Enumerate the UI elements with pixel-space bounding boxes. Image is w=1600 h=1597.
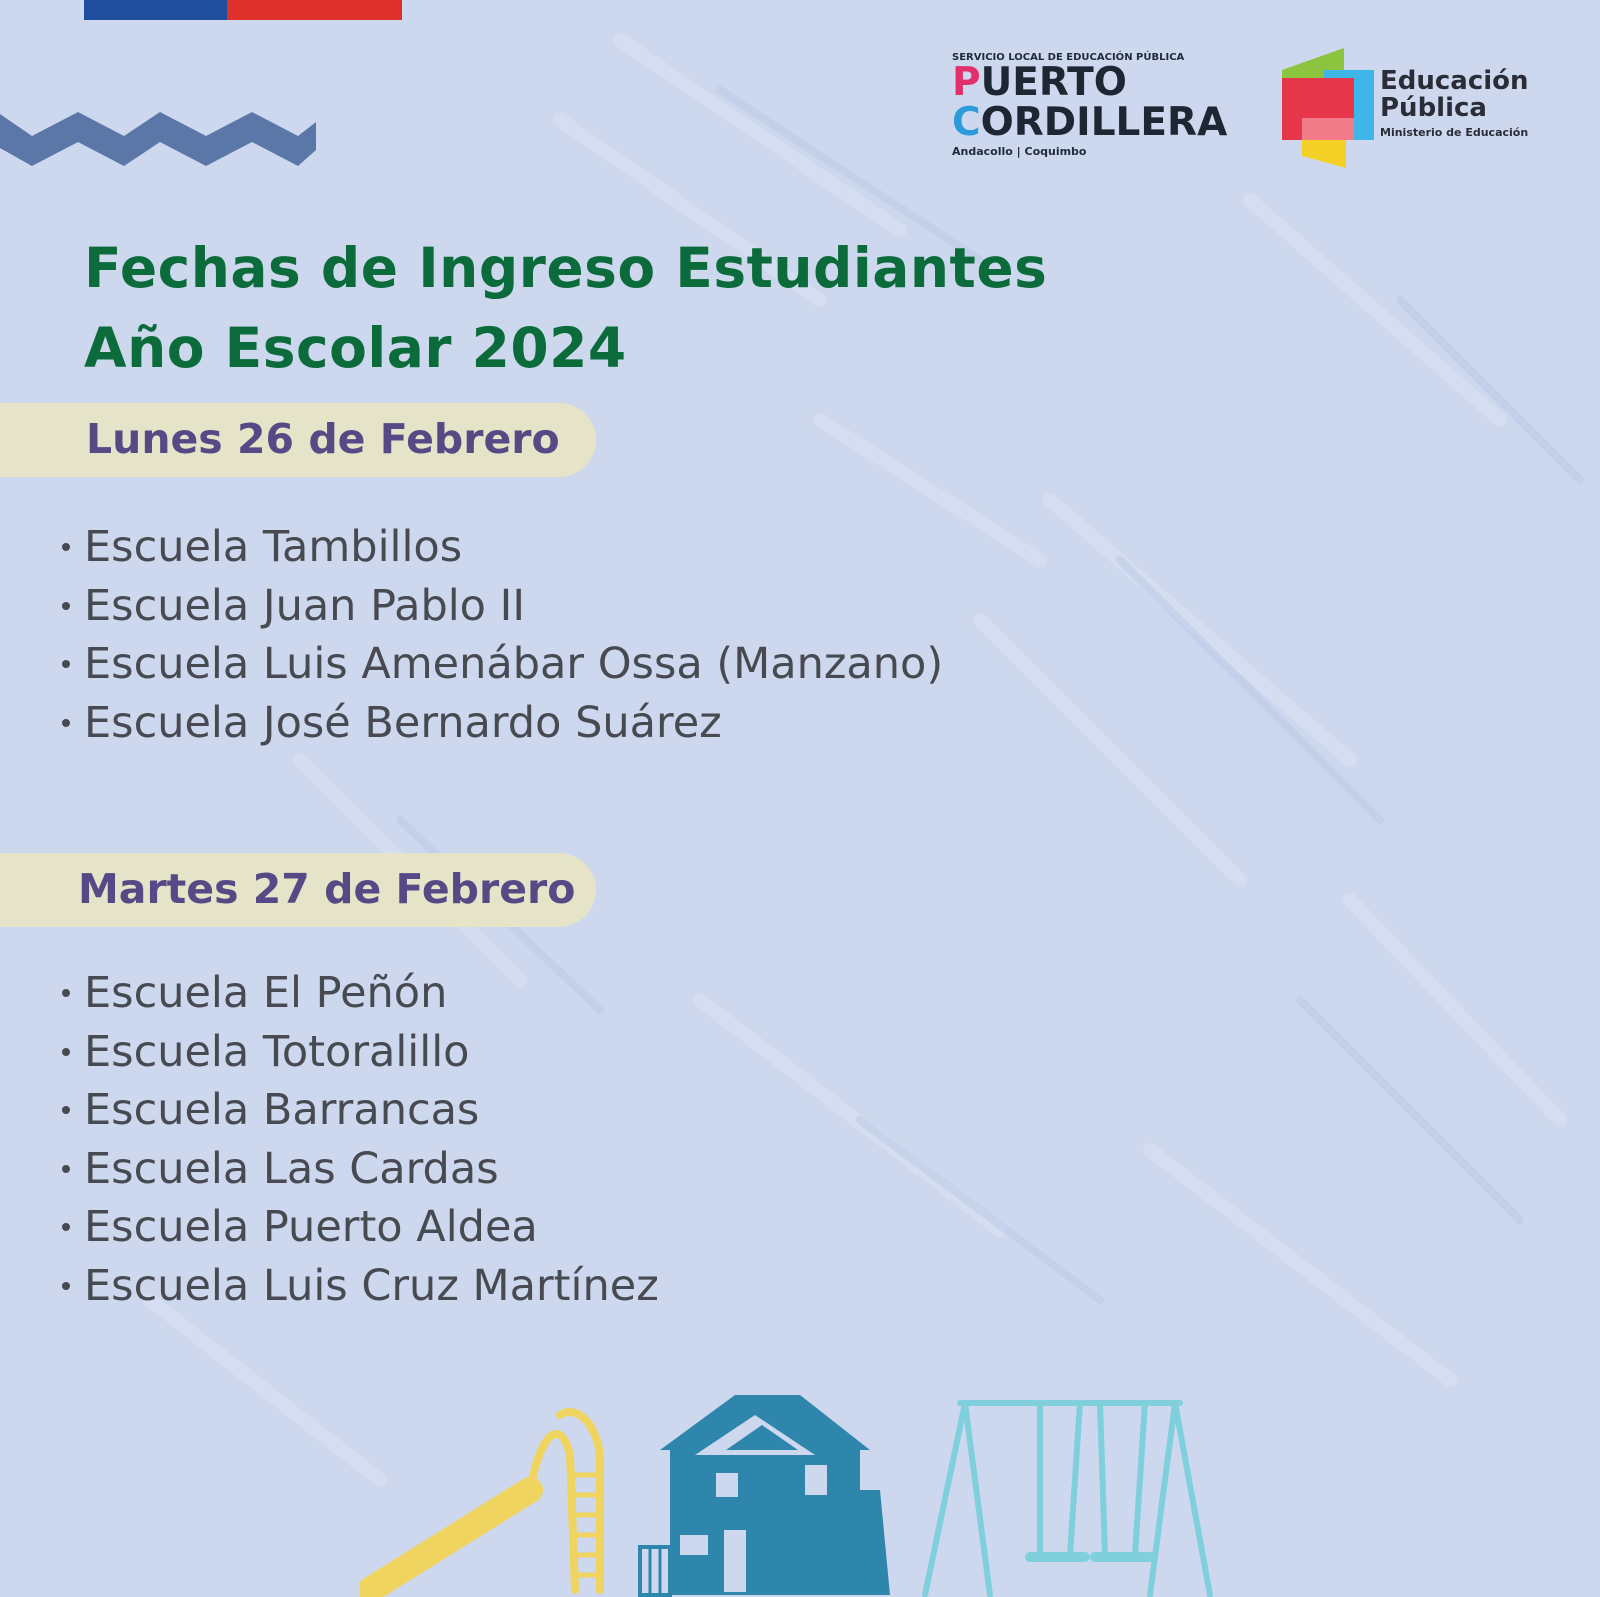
school-name: Escuela Puerto Aldea [84,1202,538,1252]
list-item [62,577,943,636]
school-name: Escuela Tambillos [84,522,463,572]
bullet-icon [62,989,70,997]
date-label-monday: Lunes 26 de Febrero [86,415,560,463]
puerto-cordillera-logo [952,52,1262,172]
bullet-icon [62,719,70,727]
bullet-icon [62,602,70,610]
school-list-monday [62,518,943,752]
pc-cordillera-rest: ORDILLERA [980,100,1228,145]
bullet-icon [62,660,70,668]
date-banner-monday [0,403,596,477]
ep-title-line1: Educación [1380,66,1529,96]
title-line-2: Año Escolar 2024 [84,316,627,380]
page-title [84,228,1047,388]
school-name: Escuela Luis Cruz Martínez [84,1260,659,1311]
list-item [62,1081,659,1140]
list-item [62,635,943,694]
school-name: Escuela El Peñón [84,968,448,1018]
bullet-icon [62,1048,70,1056]
school-name: Escuela José Bernardo Suárez [84,697,722,748]
school-list-tuesday [62,964,659,1315]
school-name: Escuela Luis Amenábar Ossa (Manzano) [84,639,944,689]
ep-subtitle: Ministerio de Educación [1380,126,1529,139]
bullet-icon [62,1223,70,1231]
title-line-1: Fechas de Ingreso Estudiantes [84,236,1048,300]
flag-bar [84,0,402,20]
school-name: Escuela Totoralillo [84,1026,470,1077]
pc-service-text: SERVICIO LOCAL DE EDUCACIÓN PÚBLICA [952,52,1185,63]
pc-p-letter: P [952,60,981,105]
list-item [62,1140,659,1199]
date-label-tuesday: Martes 27 de Febrero [78,865,576,913]
list-item [62,964,659,1023]
educacion-publica-text [1380,68,1529,139]
playground-illustration [360,1395,1240,1597]
list-item [62,1257,659,1316]
list-item [62,1023,659,1082]
educacion-publica-logo [1282,48,1542,173]
pc-word-cordillera [952,100,1262,145]
slide-icon [370,1412,600,1590]
swing-set-icon [925,1403,1210,1595]
date-banner-tuesday [0,853,596,927]
ep-title-line2: Pública [1380,93,1487,123]
pc-c-letter: C [952,100,981,145]
flag-blue-segment [84,0,227,20]
bullet-icon [62,543,70,551]
pc-word-puerto [952,60,1262,105]
list-item [62,1198,659,1257]
bullet-icon [62,1282,70,1290]
house-icon [640,1395,890,1595]
flag-red-segment [227,0,402,20]
list-item [62,518,943,577]
school-name: Escuela Barrancas [84,1085,480,1135]
bullet-icon [62,1165,70,1173]
pc-location-text: Andacollo | Coquimbo [952,145,1087,158]
bullet-icon [62,1106,70,1114]
school-name: Escuela Las Cardas [84,1143,499,1194]
pc-puerto-rest: UERTO [980,60,1127,105]
school-name: Escuela Juan Pablo II [84,580,526,631]
educacion-publica-emblem-icon [1282,48,1374,173]
list-item [62,694,943,753]
zigzag-decoration [0,108,320,178]
